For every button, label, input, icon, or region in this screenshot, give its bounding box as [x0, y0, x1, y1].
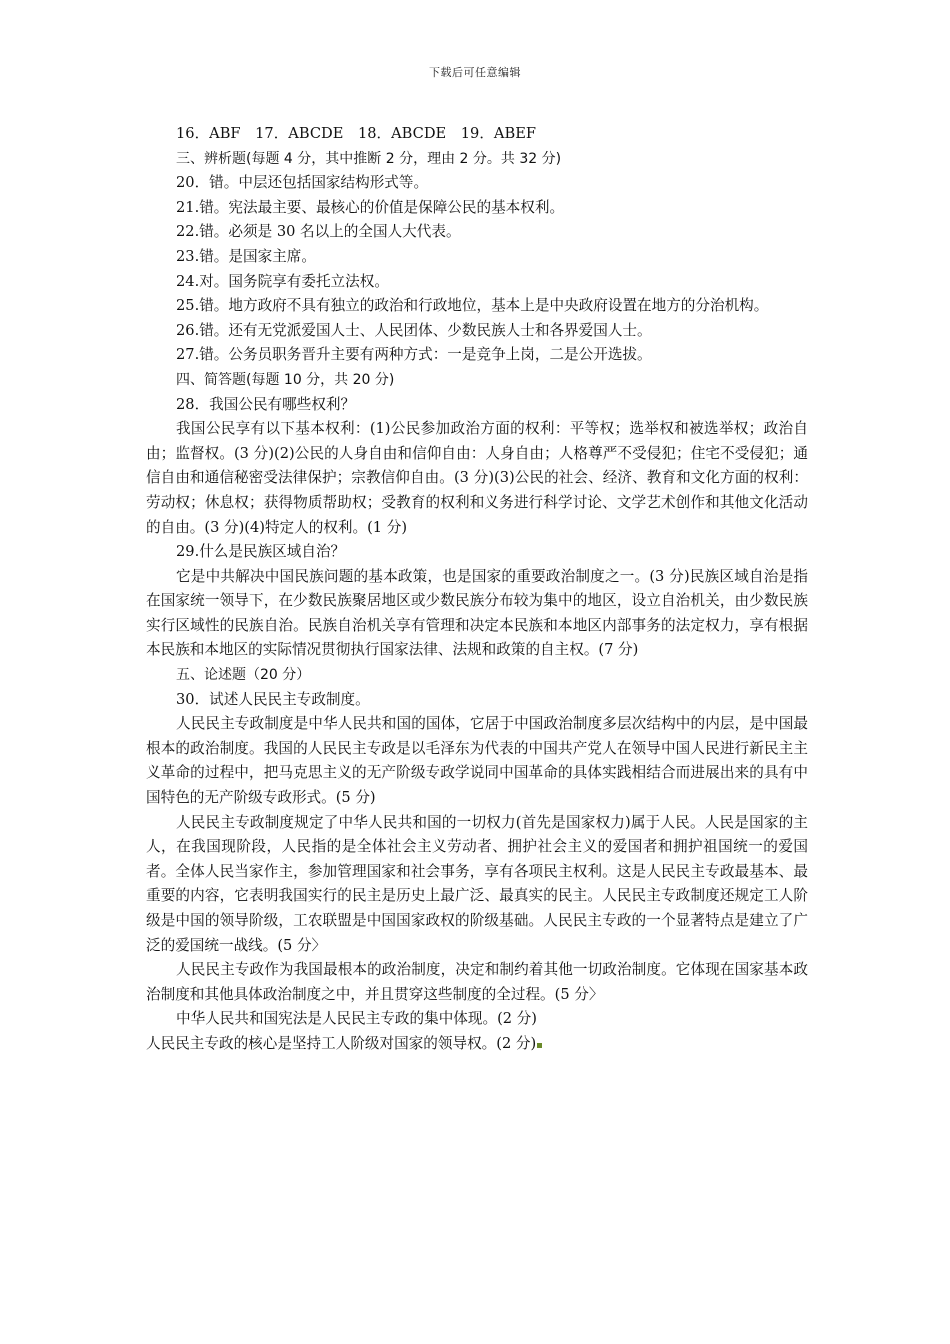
paragraph: 23.错。是国家主席。	[176, 247, 316, 265]
paragraph: 人民民主专政作为我国最根本的政治制度，决定和制约着其他一切政治制度。它体现在国家基本政治制度和其他具体政治制度之中，并且贯穿这些制度的全过程。(5 分〉	[146, 961, 808, 1003]
paragraph: 21.错。宪法最主要、最核心的价值是保障公民的基本权利。	[176, 198, 565, 216]
paragraph: 27.错。公务员职务晋升主要有两种方式：一是竞争上岗，二是公开选拔。	[176, 346, 652, 364]
paragraph: 25.错。地方政府不具有独立的政治和行政地位，基本上是中央政府设置在地方的分治机构。	[176, 297, 769, 315]
page-header: 下载后可任意编辑	[429, 66, 521, 79]
paragraph: 20．错。中层还包括国家结构形式等。	[176, 174, 429, 192]
section-heading: 三、辨析题(每题 4 分，其中推断 2 分，理由 2 分。共 32 分)	[176, 150, 562, 167]
paragraph: 人民民主专政制度是中华人民共和国的国体，它居于中国政治制度多层次结构中的内层，是中国最根本的政治制度。我国的人民民主专政是以毛泽东为代表的中国共产党人在领导中国人民进行新民主主义革命的过程中，把马克思主义的无产阶级专政学说同中国革命的具体实践相结合而进展出来的具有中国特色的无产阶级专政形式。(5 分)	[146, 715, 808, 807]
paragraph: 16．ABF 17．ABCDE 18．ABCDE 19．ABEF	[176, 125, 536, 142]
paragraph: 22.错。必须是 30 名以上的全国人大代表。	[176, 223, 461, 241]
paragraph: 29.什么是民族区域自治？	[176, 543, 346, 561]
paragraph: 我国公民享有以下基本权利：(1)公民参加政治方面的权利：平等权；选举权和被选举权；政治自由；监督权。(3 分)(2)公民的人身自由和信仰自由：人身自由；人格尊严不受侵犯；住宅不受侵犯；通信自由和通信秘密受法律保护；宗教信仰自由。(3 分)(3)公民的社会、经济、教育和文化方面的权利：劳动权；休息权；获得物质帮助权；受教育的权利和义务进行科学讨论、文学艺术创作和其他文化活动的自由。(3 分)(4)特定人的权利。(1 分)	[146, 420, 808, 536]
paragraph: 人民民主专政制度规定了中华人民共和国的一切权力(首先是国家权力)属于人民。人民是国家的主人，在我国现阶段，人民指的是全体社会主义劳动者、拥护社会主义的爱国者和拥护祖国统一的爱国者。全体人民当家作主，参加管理国家和社会事务，享有各项民主权利。这是人民民主专政最基本、最重要的内容，它表明我国实行的民主是历史上最广泛、最真实的民主。人民民主专政制度还规定工人阶级是中国的领导阶级，工农联盟是中国国家政权的阶级基础。人民民主专政的一个显著特点是建立了广泛的爱国统一战线。(5 分〉	[146, 813, 808, 954]
paragraph: 人民民主专政的核心是坚持工人阶级对国家的领导权。(2 分)	[146, 1032, 808, 1057]
section-heading: 五、论述题（20 分）	[176, 667, 311, 684]
paragraph: 它是中共解决中国民族问题的基本政策，也是国家的重要政治制度之一。(3 分)民族区域自治是指在国家统一领导下，在少数民族聚居地区或少数民族分布较为集中的地区，设立自治机关，由少数民族实行区域性的民族自治。民族自治机关享有管理和决定本民族和本地区内部事务的法定权力，享有根据本民族和本地区的实际情况贯彻执行国家法律、法规和政策的自主权。(7 分)	[146, 567, 808, 659]
paragraph: 28．我国公民有哪些权利？	[176, 395, 356, 413]
paragraph: 24.对。国务院享有委托立法权。	[176, 272, 389, 290]
document-body	[146, 122, 808, 1057]
paragraph: 26.错。还有无党派爱国人士、人民团体、少数民族人士和各界爱国人士。	[176, 321, 652, 339]
paragraph: 中华人民共和国宪法是人民民主专政的集中体现。(2 分)	[176, 1010, 537, 1028]
paragraph: 30．试述人民民主专政制度。	[176, 690, 370, 708]
end-marker-icon	[537, 1043, 542, 1048]
section-heading: 四、简答题(每题 10 分，共 20 分)	[176, 371, 395, 388]
